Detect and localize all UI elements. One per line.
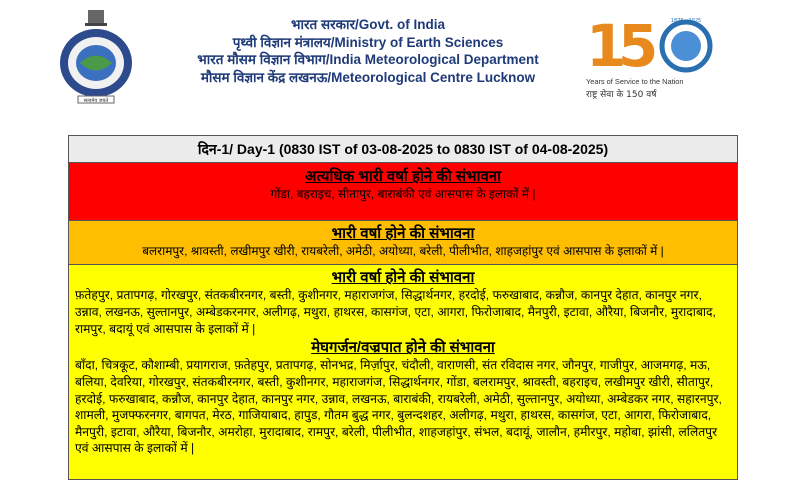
logo-number-5: 5 [618, 12, 659, 80]
very-heavy-rain-block [69, 221, 737, 265]
logo-tagline-en: Years of Service to the Nation [586, 77, 684, 86]
emblem-caption: सत्यमेव जयते [83, 98, 109, 104]
logo-number-1: 1 [586, 12, 627, 80]
title-mc-lucknow: मौसम विज्ञान केंद्र लखनऊ/Meteorological Centre Lucknow [200, 69, 536, 85]
forecast-table [68, 135, 738, 480]
title-imd: भारत मौसम विज्ञान विभाग/India Meteorological Department [197, 52, 539, 67]
extreme-rain-heading: अत्यधिक भारी वर्षा होने की संभावना [304, 168, 502, 185]
thunder-heading: मेघगर्जन/वज्रपात होने की संभावना [311, 339, 495, 357]
title-govt: भारत सरकार/Govt. of India [291, 17, 445, 32]
logo-years: 1875 - 2025 [670, 18, 702, 24]
ashoka-lion-icon [85, 10, 107, 26]
imd-emblem-icon [50, 8, 142, 108]
thunder-districts: बाँदा, चित्रकूट, कौशाम्बी, प्रयागराज, फ़तेहपुर, प्रतापगढ़, सोनभद्र, मिर्ज़ापुर, चंदौली, वाराणसी, संत रविदास नगर, जौनपुर, गाजीपुर, आजमगढ़, मऊ, बलिया, देवरिया, गोरखपुर, संतकबीरनगर, बस्ती, कुशीनगर, महाराजगंज, सिद्धार्थनगर, गोंडा, बलरामपुर, श्रावस्ती, बहराइच, लखीमपुर खीरी, सीतापुर, हरदोई, फरुखाबाद, कन्नौज, कानपुर देहात, कानपुर नगर, उन्नाव, लखनऊ, बाराबंकी, रायबरेली, अमेठी, सुल्तानपुर, अयोध्या, अम्बेडकर नगर, सहारनपुर, शामली, मुजफ्फरनगर, बागपत, मेरठ, गाजियाबाद, हापुड, गौतम बुद्ध नगर, बुलन्दशहर, अलीगढ़, मथुरा, हाथरस, कासगंज, एटा, आगरा, फिरोजाबाद, मैनपुरी, इटावा, औरैया, बिजनौर, अमरोहा, मुरादाबाद, रामपुर, बरेली, पीलीभीत, शाहजहांपुर, संभल, बदायूं, जालौन, हमीरपुर, महोबा, झांसी, ललितपुर एवं आसपास के इलाकों में | [75, 358, 722, 456]
extreme-rain-districts: गोंडा, बहराइच, सीतापुर, बाराबंकी एवं आसपास के इलाकों में | [270, 187, 536, 201]
heavy-rain-heading: भारी वर्षा होने की संभावना [331, 269, 475, 286]
header [0, 0, 803, 118]
globe-icon [671, 31, 701, 61]
heavy-rain-districts: फ़तेहपुर, प्रतापगढ़, गोरखपुर, संतकबीरनगर, बस्ती, कुशीनगर, महाराजगंज, सिद्धार्थनगर, हरदोई, फरुखाबाद, कन्नौज, कानपुर देहात, कानपुर नगर, उन्नाव, लखनऊ, सुल्तानपुर, अम्बेडकरनगर, अलीगढ़, मथुरा, हाथरस, कासगंज, एटा, आगरा, फिरोजाबाद, मैनपुरी, इटावा, औरैया, बिजनौर, मुरादाबाद, रामपुर, बदायूं एवं आसपास के इलाकों में | [75, 288, 716, 336]
day-label: दिन-1/ Day-1 (0830 IST of 03-08-2025 to 0830 IST of 04-08-2025) [69, 136, 737, 163]
logo-tagline-hi: राष्ट्र सेवा के 150 वर्ष [586, 90, 657, 100]
imd-150-years-logo [586, 8, 726, 103]
very-heavy-rain-districts: बलरामपुर, श्रावस्ती, लखीमपुर खीरी, रायबरेली, अमेठी, अयोध्या, बरेली, पीलीभीत, शाहजहांपुर एवं आसपास के इलाकों में | [142, 244, 664, 258]
heavy-rain-thunder-block [69, 265, 737, 479]
very-heavy-rain-heading: भारी वर्षा होने की संभावना [331, 225, 475, 242]
extreme-rain-block [69, 163, 737, 221]
department-titles [158, 16, 578, 86]
title-ministry: पृथ्वी विज्ञान मंत्रालय/Ministry of Earth Sciences [232, 34, 504, 50]
